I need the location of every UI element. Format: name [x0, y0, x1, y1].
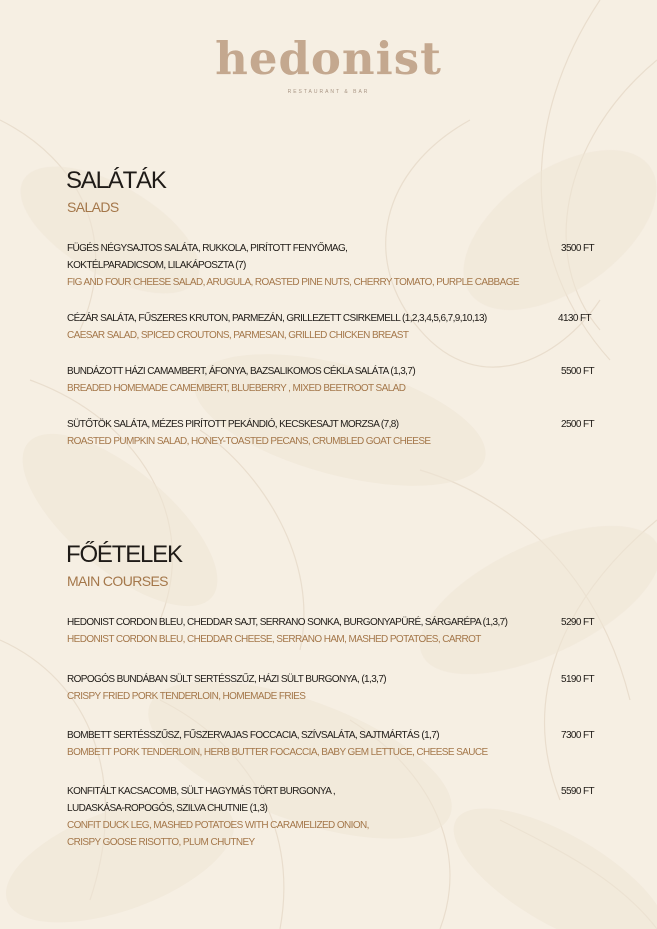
menu-item-name-hu: SÜTŐTÖK SALÁTA, MÉZES PIRÍTOTT PEKÁNDIÓ, KECSKESAJT MORZSA (7,8) [67, 419, 399, 430]
menu-item [67, 310, 607, 344]
menu-item-price: 5190 FT [561, 674, 595, 685]
menu-item-name-hu: HEDONIST CORDON BLEU, CHEDDAR SAJT, SERRANO SONKA, BURGONYAPÜRÉ, SÁRGARÉPA (1,3,7) [67, 617, 508, 628]
menu-item [67, 727, 607, 761]
menu-item-name-hu: BUNDÁZOTT HÁZI CAMAMBERT, ÁFONYA, BAZSALIKOMOS CÉKLA SALÁTA (1,3,7) [67, 366, 416, 377]
menu-item-price: 5290 FT [561, 617, 595, 628]
menu-item-price: 4130 FT [558, 313, 592, 324]
section-title-main-courses: FŐÉTELEK [66, 541, 182, 568]
menu-item-price: 2500 FT [561, 419, 595, 430]
brand-logo: hedonist [215, 32, 442, 85]
menu-item [67, 416, 607, 450]
section-subtitle-salads: SALADS [67, 199, 119, 215]
menu-item-price: 7300 FT [561, 730, 595, 741]
menu-item-name-en: HEDONIST CORDON BLEU, CHEDDAR CHEESE, SERRANO HAM, MASHED POTATOES, CARROT [67, 634, 481, 645]
section-title-salads: SALÁTÁK [66, 167, 166, 194]
menu-item-name-hu: BOMBETT SERTÉSSZŰSZ, FŰSZERVAJAS FOCCACIA, SZÍVSALÁTA, SAJTMÁRTÁS (1,7) [67, 730, 439, 741]
section-subtitle-main-courses: MAIN COURSES [67, 573, 168, 589]
menu-item-name-hu: FÜGÉS NÉGYSAJTOS SALÁTA, RUKKOLA, PIRÍTOTT FENYŐMAG, KOKTÉLPARADICSOM, LILAKÁPOSZTA (7) [67, 243, 348, 271]
menu-item-name-en: CONFIT DUCK LEG, MASHED POTATOES WITH CARAMELIZED ONION, CRISPY GOOSE RISOTTO, PLUM CHUTNEY [67, 820, 369, 848]
menu-item [67, 614, 607, 648]
menu-item-name-en: BOMBETT PORK TENDERLOIN, HERB BUTTER FOCACCIA, BABY GEM LETTUCE, CHEESE SAUCE [67, 747, 488, 758]
menu-item-name-hu: ROPOGÓS BUNDÁBAN SÜLT SERTÉSSZŰZ, HÁZI SÜLT BURGONYA, (1,3,7) [67, 674, 387, 685]
menu-item [67, 363, 607, 397]
menu-item [67, 240, 607, 291]
menu-item-price: 5500 FT [561, 366, 595, 377]
menu-item-name-hu: KONFITÁLT KACSACOMB, SÜLT HAGYMÁS TÖRT BURGONYA , LUDASKÁSA-ROPOGÓS, SZILVA CHUTNIE (1,3) [67, 786, 336, 814]
menu-item-name-en: CAESAR SALAD, SPICED CROUTONS, PARMESAN, GRILLED CHICKEN BREAST [67, 330, 409, 341]
brand-tagline: RESTAURANT & BAR [287, 89, 370, 95]
menu-item-name-en: FIG AND FOUR CHEESE SALAD, ARUGULA, ROASTED PINE NUTS, CHERRY TOMATO, PURPLE CABBAGE [67, 277, 519, 288]
menu-item-name-en: BREADED HOMEMADE CAMEMBERT, BLUEBERRY , MIXED BEETROOT SALAD [67, 383, 406, 394]
menu-item-name-en: CRISPY FRIED PORK TENDERLOIN, HOMEMADE FRIES [67, 691, 306, 702]
menu-item-price: 5590 FT [561, 786, 595, 797]
menu-item [67, 671, 607, 705]
menu-item-price: 3500 FT [561, 243, 595, 254]
menu-item-name-hu: CÉZÁR SALÁTA, FŰSZERES KRUTON, PARMEZÁN, GRILLEZETT CSIRKEMELL (1,2,3,4,5,6,7,9,10,13) [67, 313, 487, 324]
menu-item-name-en: ROASTED PUMPKIN SALAD, HONEY-TOASTED PECANS, CRUMBLED GOAT CHEESE [67, 436, 431, 447]
menu-item [67, 783, 607, 851]
